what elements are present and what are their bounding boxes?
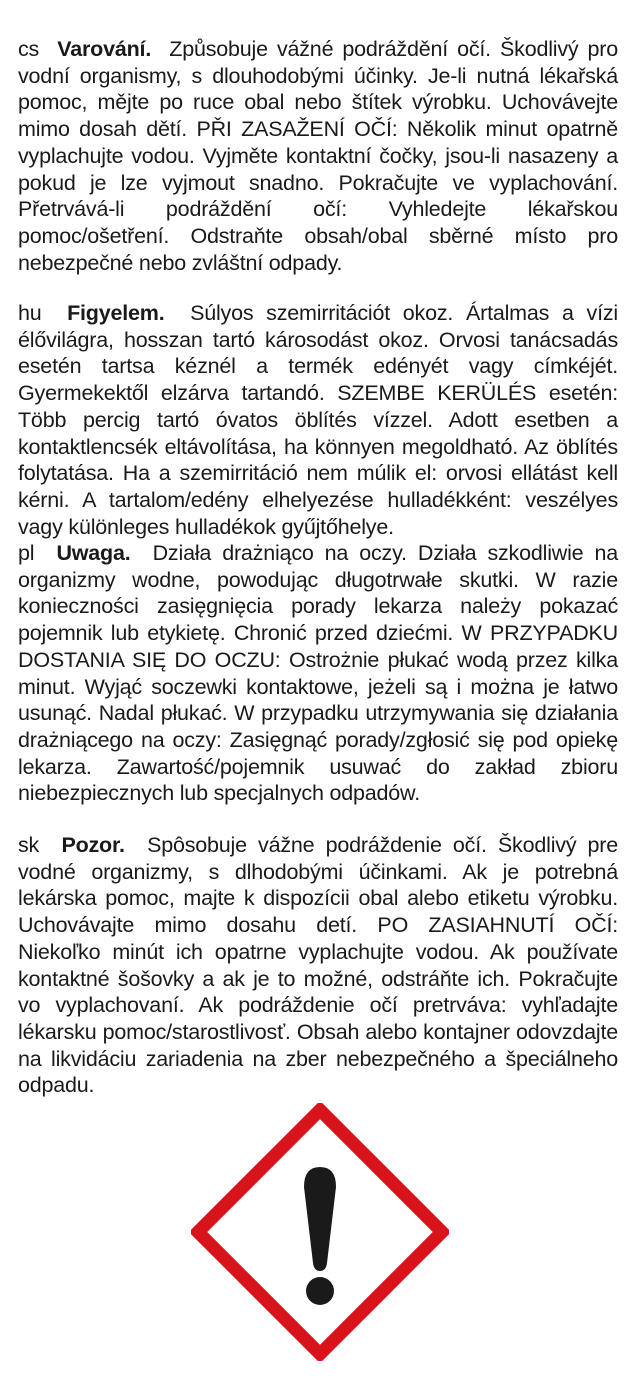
warning-text: Spôsobuje vážne podráždenie očí. Škodlivý pre vodné organizmy, s dlhodobými účinkami. Ak je potrebná lekárska pomoc, majte k dispozícii obal alebo etiketu výrobku. Uchovávajte mimo dosahu detí. PO ZASIAHNUTÍ OČÍ: Niekoľko minút ich opatrne vyplachujte vodou. Ak používate kontaktné šošovky a ak je to možné, odstráňte ich. Pokračujte vo vyplachovaní. Ak podráždenie očí pretrváva: vyhľadajte lékarsku pomoc/starostlivosť. Obsah alebo kontajner odovzdajte na likvidáciu zariadenia na zber nebezpečného a špeciálneho odpadu.: [18, 833, 619, 1098]
language-code: hu: [18, 301, 42, 325]
language-code: sk: [18, 833, 40, 857]
ghs07-exclamation-mark-icon: [191, 1103, 449, 1361]
warning-block-sk: [18, 832, 618, 1099]
exclamation-dot: [306, 1277, 334, 1305]
warning-block-cs: [18, 36, 618, 276]
signal-word: Uwaga.: [56, 541, 131, 565]
warning-text: Działa drażniąco na oczy. Działa szkodliwie na organizmy wodne, powodując długotrwałe skutki. W razie konieczności zasięgnięcia porady lekarza należy pokazać pojemnik lub etykietę. Chronić przed dziećmi. W PRZYPADKU DOSTANIA SIĘ DO OCZU: Ostrożnie płukać wodą przez kilka minut. Wyjąć soczewki kontaktowe, jeżeli są i można je łatwo usunąć. Nadal płukać. W przypadku utrzymywania się działania drażniącego na oczy: Zasięgnąć porady/zgłosić się pod opiekę lekarza. Zawartość/pojemnik usuwać do zakład zbioru niebezpiecznych lub specjalnych odpadów.: [18, 541, 618, 806]
warning-block-hu: [18, 300, 618, 540]
signal-word: Pozor.: [61, 833, 125, 857]
signal-word: Figyelem.: [67, 301, 165, 325]
signal-word: Varování.: [57, 37, 152, 61]
warning-text: Súlyos szemirritációt okoz. Ártalmas a vízi élővilágra, hosszan tartó károsodást okoz. Orvosi tanácsadás esetén tartsa kéznél a termék edényét vagy címkéjét. Gyermekektől elzárva tartandó. SZEMBE KERÜLÉS esetén: Több percig tartó óvatos öblítés vízzel. Adott esetben a kontaktlencsék eltávolítása, ha könnyen megoldható. Az öblítés folytatása. Ha a szemirritáció nem múlik el: orvosi ellátást kell kérni. A tartalom/edény elhelyezése hulladékként: veszélyes vagy különleges hulladékok gyűjtőhelye.: [18, 301, 618, 539]
warning-block-pl: [18, 540, 618, 807]
language-code: pl: [18, 541, 35, 565]
language-code: cs: [18, 37, 40, 61]
warning-text: Způsobuje vážné podráždění očí. Škodlivý pro vodní organismy, s dlouhodobými účinky. Je-li nutná lékařská pomoc, mějte po ruce obal nebo štítek výrobku. Uchovávejte mimo dosah dětí. PŘI ZASAŽENÍ OČÍ: Několik minut opatrně vyplachujte vodou. Vyjměte kontaktní čočky, jsou-li nasazeny a pokud je lze vyjmout snadno. Pokračujte ve vyplachování. Přetrvává-li podráždění očí: Vyhledejte lékařskou pomoc/ošetření. Odstraňte obsah/obal sběrné místo pro nebezpečné nebo zvláštní odpady.: [18, 37, 619, 275]
